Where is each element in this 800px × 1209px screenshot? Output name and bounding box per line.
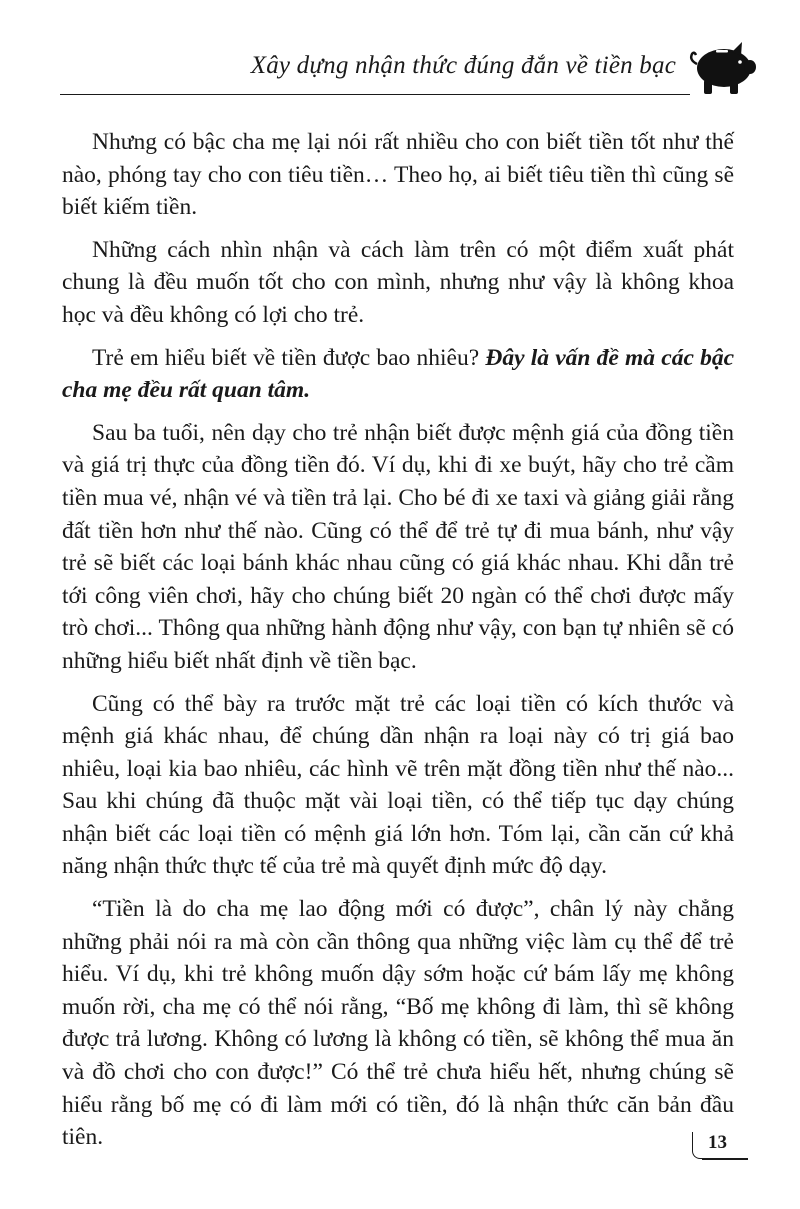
body-text: [62, 126, 734, 1164]
footer-bracket: [692, 1132, 705, 1159]
paragraph-3-emphasis: Đây là vấn đề mà các bậc cha mẹ đều rất quan tâm.: [62, 344, 735, 404]
running-header: [60, 38, 760, 108]
paragraph-2: Những cách nhìn nhận và cách làm trên có một điểm xuất phát chung là đều muốn tốt cho con mình, nhưng như vậy là không khoa học và đều không có lợi cho trẻ.: [62, 236, 734, 328]
running-title: Xây dựng nhận thức đúng đắn về tiền bạc: [250, 52, 676, 79]
paragraph-4: Sau ba tuổi, nên dạy cho trẻ nhận biết được mệnh giá của đồng tiền và giá trị thực của đồng tiền đó. Ví dụ, khi đi xe buýt, hãy cho trẻ cầm tiền mua vé, nhận vé và tiền trả lại. Cho bé đi xe taxi và giảng giải rằng đất tiền hơn như thế nào. Cũng có thể để trẻ tự đi mua bánh, như vậy trẻ sẽ biết các loại bánh khác nhau cũng có giá khác nhau. Khi dẫn trẻ tới công viên chơi, hãy cho chúng biết 20 ngàn có thể chơi được mấy trò chơi... Thông qua những hành động như vậy, con bạn tự nhiên sẽ có những hiểu biết nhất định về tiền bạc.: [62, 419, 734, 674]
paragraph-3-text: Trẻ em hiểu biết về tiền được bao nhiêu?: [92, 344, 486, 371]
page-number: 13: [708, 1132, 727, 1153]
page-footer: [690, 1128, 770, 1168]
piggy-bank-icon: [686, 38, 760, 98]
paragraph-6: “Tiền là do cha mẹ lao động mới có được”, chân lý này chẳng những phải nói ra mà còn cần thông qua những việc làm cụ thể để trẻ hiểu. Ví dụ, khi trẻ không muốn dậy sớm hoặc cứ bám lấy mẹ không muốn rời, cha mẹ có thể nói rằng, “Bố mẹ không đi làm, thì sẽ không được trả lương. Không có lương là không có tiền, sẽ không thể mua ăn và đồ chơi cho con được!” Có thể trẻ chưa hiểu hết, nhưng chúng sẽ hiểu rằng bố mẹ có đi làm mới có tiền, đó là nhận thức căn bản đầu tiên.: [62, 896, 734, 1151]
paragraph-3: [62, 342, 734, 407]
paragraph-1: Nhưng có bậc cha mẹ lại nói rất nhiều cho con biết tiền tốt như thế nào, phóng tay cho con tiêu tiền… Theo họ, ai biết tiêu tiền thì cũng sẽ biết kiếm tiền.: [62, 129, 734, 221]
header-rule: [60, 94, 690, 95]
footer-rule: [702, 1158, 748, 1160]
paragraph-5: Cũng có thể bày ra trước mặt trẻ các loại tiền có kích thước và mệnh giá khác nhau, để chúng dần nhận ra loại này có trị giá bao nhiêu, loại kia bao nhiêu, các hình vẽ trên mặt đồng tiền như thế nào... Sau khi chúng đã thuộc mặt vài loại tiền, có thể tiếp tục dạy chúng nhận biết các loại tiền có mệnh giá lớn hơn. Tóm lại, cần căn cứ khả năng nhận thức thực tế của trẻ mà quyết định mức độ dạy.: [62, 690, 734, 880]
